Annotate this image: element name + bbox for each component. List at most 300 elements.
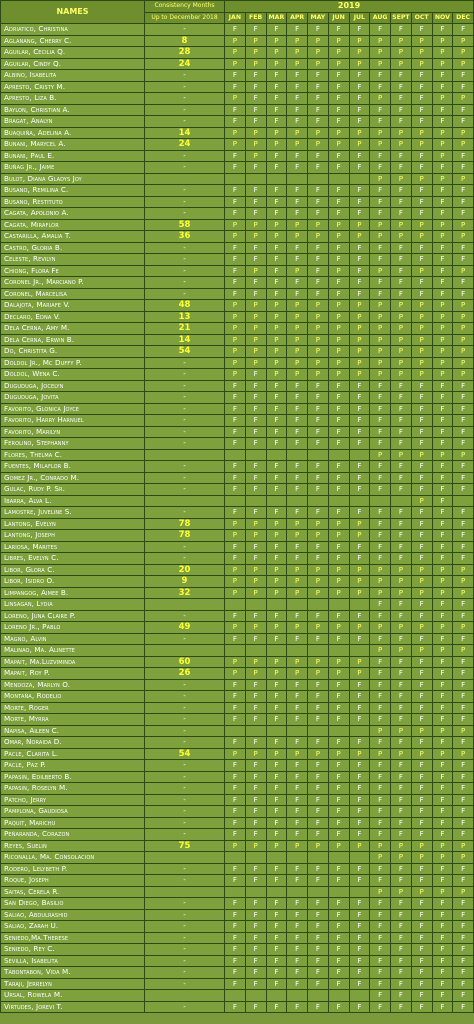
consistency-months	[145, 173, 225, 185]
month-mark: P	[287, 518, 308, 530]
month-mark: F	[287, 104, 308, 116]
month-mark	[328, 449, 349, 461]
month-mark: P	[266, 622, 287, 634]
month-mark: P	[453, 449, 474, 461]
table-row	[1, 599, 474, 611]
month-mark: F	[225, 737, 246, 749]
month-mark: F	[287, 277, 308, 289]
month-mark	[245, 645, 266, 657]
month-mark: P	[370, 231, 391, 243]
month-mark: F	[453, 668, 474, 680]
month-mark: P	[349, 576, 370, 588]
consistency-months: 9	[145, 576, 225, 588]
month-mark: F	[349, 116, 370, 128]
month-mark: F	[349, 438, 370, 450]
month-mark: F	[225, 403, 246, 415]
consistency-months: -	[145, 955, 225, 967]
month-mark: F	[391, 794, 412, 806]
month-mark: P	[391, 449, 412, 461]
month-header: MAR	[266, 12, 287, 24]
month-mark	[225, 886, 246, 898]
month-mark: P	[287, 346, 308, 358]
table-row	[1, 58, 474, 70]
month-mark: F	[308, 265, 329, 277]
year-header: 2019	[225, 1, 474, 13]
member-name: Morte, Myrra	[1, 714, 145, 726]
month-mark: F	[287, 771, 308, 783]
month-mark: F	[453, 472, 474, 484]
month-mark	[308, 886, 329, 898]
member-name: Dela Cerna, Amy M.	[1, 323, 145, 335]
month-mark: F	[266, 817, 287, 829]
month-mark: F	[411, 978, 432, 990]
month-mark: F	[308, 978, 329, 990]
month-mark: F	[432, 760, 453, 772]
month-mark: P	[287, 231, 308, 243]
consistency-header: Consistency Months	[145, 1, 225, 13]
month-mark: F	[245, 978, 266, 990]
month-mark: F	[266, 104, 287, 116]
month-mark: F	[391, 380, 412, 392]
month-mark: P	[453, 127, 474, 139]
month-mark: P	[328, 265, 349, 277]
month-mark: F	[370, 530, 391, 542]
member-name: Omar, Noraida D.	[1, 737, 145, 749]
table-row	[1, 81, 474, 93]
month-mark: P	[245, 219, 266, 231]
month-mark: P	[453, 622, 474, 634]
month-mark: F	[308, 783, 329, 795]
month-mark: P	[370, 47, 391, 59]
month-mark: F	[370, 898, 391, 910]
month-mark	[287, 449, 308, 461]
month-mark: F	[287, 702, 308, 714]
month-mark: P	[266, 357, 287, 369]
consistency-months: -	[145, 484, 225, 496]
month-mark: P	[266, 219, 287, 231]
month-mark: P	[370, 334, 391, 346]
month-mark: P	[349, 139, 370, 151]
month-mark: F	[245, 415, 266, 427]
month-mark: F	[245, 277, 266, 289]
month-mark: P	[245, 127, 266, 139]
month-mark: F	[245, 633, 266, 645]
month-mark: F	[245, 81, 266, 93]
consistency-months: -	[145, 369, 225, 381]
month-mark: F	[328, 691, 349, 703]
month-mark: F	[349, 978, 370, 990]
month-mark: F	[453, 277, 474, 289]
month-mark: P	[432, 564, 453, 576]
month-mark: F	[287, 93, 308, 105]
month-mark	[308, 449, 329, 461]
month-mark: F	[328, 196, 349, 208]
consistency-months: 49	[145, 622, 225, 634]
month-mark: P	[370, 265, 391, 277]
table-row	[1, 553, 474, 565]
consistency-months: 14	[145, 127, 225, 139]
month-mark: P	[349, 840, 370, 852]
month-mark: F	[308, 93, 329, 105]
consistency-months	[145, 886, 225, 898]
month-mark: F	[225, 806, 246, 818]
member-name: Favorito, Marilyn	[1, 426, 145, 438]
table-row	[1, 679, 474, 691]
month-mark: P	[245, 231, 266, 243]
month-mark: F	[370, 70, 391, 82]
month-mark: P	[432, 357, 453, 369]
month-mark: P	[411, 219, 432, 231]
month-mark: P	[453, 748, 474, 760]
month-mark: F	[411, 162, 432, 174]
month-mark: P	[453, 886, 474, 898]
month-mark: P	[225, 518, 246, 530]
month-mark: F	[245, 863, 266, 875]
table-row	[1, 311, 474, 323]
month-mark: F	[432, 679, 453, 691]
member-name: Riconalla, Ma. Consolacion	[1, 852, 145, 864]
month-mark: F	[391, 679, 412, 691]
month-mark: P	[266, 748, 287, 760]
month-mark: F	[453, 990, 474, 1002]
month-mark: P	[308, 219, 329, 231]
month-mark: P	[370, 645, 391, 657]
consistency-months: -	[145, 633, 225, 645]
month-mark: F	[266, 633, 287, 645]
month-mark: F	[391, 162, 412, 174]
month-mark: F	[308, 633, 329, 645]
month-mark: P	[266, 518, 287, 530]
month-mark: F	[432, 495, 453, 507]
month-mark: P	[432, 35, 453, 47]
month-mark: F	[328, 380, 349, 392]
month-mark: F	[328, 277, 349, 289]
member-name: Sevilla, Isabelita	[1, 955, 145, 967]
month-mark: F	[349, 633, 370, 645]
month-mark: F	[225, 70, 246, 82]
month-mark: F	[245, 369, 266, 381]
month-header: OCT	[411, 12, 432, 24]
member-name: Buñag Jr., Jaime	[1, 162, 145, 174]
month-mark: P	[266, 346, 287, 358]
month-mark: F	[225, 955, 246, 967]
month-mark: F	[349, 783, 370, 795]
month-mark: F	[453, 380, 474, 392]
month-mark: F	[349, 288, 370, 300]
month-mark: F	[432, 794, 453, 806]
month-mark: F	[370, 380, 391, 392]
month-mark: F	[411, 553, 432, 565]
month-mark: F	[370, 461, 391, 473]
month-mark: P	[432, 645, 453, 657]
consistency-months: -	[145, 760, 225, 772]
table-row	[1, 794, 474, 806]
month-mark: F	[391, 783, 412, 795]
month-mark: F	[308, 70, 329, 82]
month-mark: F	[245, 185, 266, 197]
month-mark: F	[225, 553, 246, 565]
month-mark: F	[308, 817, 329, 829]
member-name: Favorito, Harry Harnuel	[1, 415, 145, 427]
table-row	[1, 438, 474, 450]
month-mark: P	[308, 668, 329, 680]
consistency-months: -	[145, 116, 225, 128]
month-mark: P	[287, 587, 308, 599]
month-mark: F	[245, 403, 266, 415]
month-mark: F	[411, 863, 432, 875]
month-mark: F	[370, 472, 391, 484]
table-row	[1, 829, 474, 841]
month-mark: F	[391, 507, 412, 519]
month-mark: F	[328, 702, 349, 714]
month-mark: F	[328, 93, 349, 105]
member-name: Ferolino, Stephanny	[1, 438, 145, 450]
month-mark: F	[245, 472, 266, 484]
month-mark: F	[411, 806, 432, 818]
month-mark: P	[349, 311, 370, 323]
table-row	[1, 760, 474, 772]
month-mark: F	[411, 380, 432, 392]
table-row	[1, 24, 474, 36]
consistency-months: 24	[145, 58, 225, 70]
month-mark: P	[391, 645, 412, 657]
month-mark: F	[349, 254, 370, 266]
month-mark	[225, 645, 246, 657]
month-mark: P	[328, 139, 349, 151]
month-mark: F	[308, 185, 329, 197]
month-mark: P	[287, 300, 308, 312]
month-mark: F	[411, 541, 432, 553]
month-mark: P	[287, 668, 308, 680]
month-mark: P	[308, 58, 329, 70]
month-mark: P	[370, 346, 391, 358]
month-mark: F	[287, 863, 308, 875]
month-mark: F	[453, 829, 474, 841]
month-mark: F	[432, 714, 453, 726]
month-mark: F	[349, 81, 370, 93]
month-mark	[287, 725, 308, 737]
month-mark: F	[370, 771, 391, 783]
month-mark: P	[411, 346, 432, 358]
consistency-months: -	[145, 380, 225, 392]
month-mark: P	[225, 334, 246, 346]
month-mark: F	[225, 932, 246, 944]
month-mark	[287, 173, 308, 185]
month-mark: F	[328, 70, 349, 82]
month-mark: P	[245, 265, 266, 277]
consistency-months: 13	[145, 311, 225, 323]
month-mark: F	[349, 679, 370, 691]
month-mark: F	[349, 403, 370, 415]
month-mark: P	[370, 173, 391, 185]
month-mark: F	[391, 817, 412, 829]
month-mark: F	[411, 610, 432, 622]
month-mark: P	[432, 311, 453, 323]
month-mark: F	[349, 70, 370, 82]
member-name: Rodero, Lelybeth P.	[1, 863, 145, 875]
month-mark: F	[432, 944, 453, 956]
member-name: Roque, Joseph	[1, 875, 145, 887]
month-mark: P	[349, 58, 370, 70]
month-mark	[245, 495, 266, 507]
month-mark: F	[411, 955, 432, 967]
month-mark: P	[391, 357, 412, 369]
month-mark: P	[245, 58, 266, 70]
month-mark: F	[411, 104, 432, 116]
month-mark: F	[411, 909, 432, 921]
month-mark: F	[308, 403, 329, 415]
month-mark: F	[308, 806, 329, 818]
month-mark: P	[411, 300, 432, 312]
month-mark: F	[411, 254, 432, 266]
month-mark: F	[266, 944, 287, 956]
month-mark: F	[432, 863, 453, 875]
month-mark: P	[328, 587, 349, 599]
month-mark: F	[411, 530, 432, 542]
month-mark: F	[411, 81, 432, 93]
month-mark: P	[245, 622, 266, 634]
month-mark: F	[432, 1001, 453, 1013]
month-mark: F	[328, 1001, 349, 1013]
month-mark: F	[432, 921, 453, 933]
month-mark: F	[391, 438, 412, 450]
consistency-months: -	[145, 150, 225, 162]
month-mark: F	[225, 196, 246, 208]
month-mark: F	[287, 254, 308, 266]
month-mark: F	[328, 208, 349, 220]
month-mark: P	[411, 449, 432, 461]
month-mark: F	[391, 932, 412, 944]
month-mark: P	[225, 530, 246, 542]
month-mark: F	[411, 702, 432, 714]
month-mark: F	[308, 242, 329, 254]
month-mark: F	[266, 426, 287, 438]
month-mark: F	[287, 760, 308, 772]
month-mark	[349, 495, 370, 507]
month-mark: F	[432, 656, 453, 668]
month-mark: P	[432, 300, 453, 312]
month-mark: F	[225, 242, 246, 254]
month-mark: F	[453, 817, 474, 829]
month-header: FEB	[245, 12, 266, 24]
month-mark: F	[391, 737, 412, 749]
month-mark: F	[308, 426, 329, 438]
month-mark: P	[349, 587, 370, 599]
month-mark: P	[328, 58, 349, 70]
month-mark: F	[328, 553, 349, 565]
month-mark: F	[411, 1001, 432, 1013]
month-mark	[391, 495, 412, 507]
month-mark: F	[245, 242, 266, 254]
month-mark: F	[370, 553, 391, 565]
month-mark: P	[308, 656, 329, 668]
consistency-months: 58	[145, 219, 225, 231]
month-mark: F	[391, 242, 412, 254]
month-mark: F	[225, 898, 246, 910]
month-mark: P	[287, 219, 308, 231]
month-mark: F	[225, 829, 246, 841]
month-mark: F	[453, 633, 474, 645]
member-name: Bunani, Marycel A.	[1, 139, 145, 151]
month-mark: F	[287, 150, 308, 162]
consistency-months: -	[145, 829, 225, 841]
month-mark: P	[349, 346, 370, 358]
month-mark	[225, 173, 246, 185]
month-mark: F	[266, 760, 287, 772]
month-mark: F	[266, 702, 287, 714]
month-mark: F	[411, 760, 432, 772]
month-mark: F	[370, 691, 391, 703]
consistency-months: -	[145, 909, 225, 921]
consistency-months: -	[145, 70, 225, 82]
month-mark: P	[391, 622, 412, 634]
month-mark: F	[308, 737, 329, 749]
table-row	[1, 737, 474, 749]
table-row	[1, 461, 474, 473]
month-mark: P	[370, 93, 391, 105]
month-mark: F	[391, 656, 412, 668]
month-mark: F	[432, 484, 453, 496]
month-mark: F	[370, 794, 391, 806]
month-mark: P	[349, 323, 370, 335]
header-row-top	[1, 1, 474, 13]
consistency-months: -	[145, 932, 225, 944]
month-mark: F	[432, 530, 453, 542]
month-mark: P	[370, 369, 391, 381]
month-mark: F	[266, 806, 287, 818]
member-name: Morte, Roger	[1, 702, 145, 714]
month-mark: F	[287, 403, 308, 415]
month-mark: P	[245, 346, 266, 358]
month-mark: P	[328, 357, 349, 369]
month-mark: F	[225, 875, 246, 887]
month-mark: P	[432, 886, 453, 898]
member-name: Gulac, Rudy P. Sr.	[1, 484, 145, 496]
month-mark: F	[370, 277, 391, 289]
month-mark: F	[245, 507, 266, 519]
month-mark: P	[432, 449, 453, 461]
member-name: Papasin, Edilberto B.	[1, 771, 145, 783]
month-mark	[328, 886, 349, 898]
month-mark: F	[308, 760, 329, 772]
month-mark: F	[453, 875, 474, 887]
table-row	[1, 288, 474, 300]
month-mark: P	[391, 587, 412, 599]
member-name: Lantong, Joseph	[1, 530, 145, 542]
month-mark: F	[225, 426, 246, 438]
member-name: Cagata, Miraflor	[1, 219, 145, 231]
month-mark: P	[411, 265, 432, 277]
month-mark: F	[308, 472, 329, 484]
consistency-months: -	[145, 806, 225, 818]
month-mark: F	[328, 288, 349, 300]
month-mark	[349, 599, 370, 611]
month-mark: F	[266, 254, 287, 266]
month-mark: F	[225, 162, 246, 174]
month-mark: F	[266, 265, 287, 277]
month-mark: P	[349, 564, 370, 576]
month-mark: F	[287, 978, 308, 990]
table-row	[1, 449, 474, 461]
month-mark: F	[287, 955, 308, 967]
month-mark: P	[453, 645, 474, 657]
month-mark	[287, 495, 308, 507]
month-mark: F	[225, 415, 246, 427]
month-mark: P	[411, 564, 432, 576]
consistency-months: -	[145, 783, 225, 795]
month-mark: F	[349, 967, 370, 979]
month-mark: F	[453, 254, 474, 266]
